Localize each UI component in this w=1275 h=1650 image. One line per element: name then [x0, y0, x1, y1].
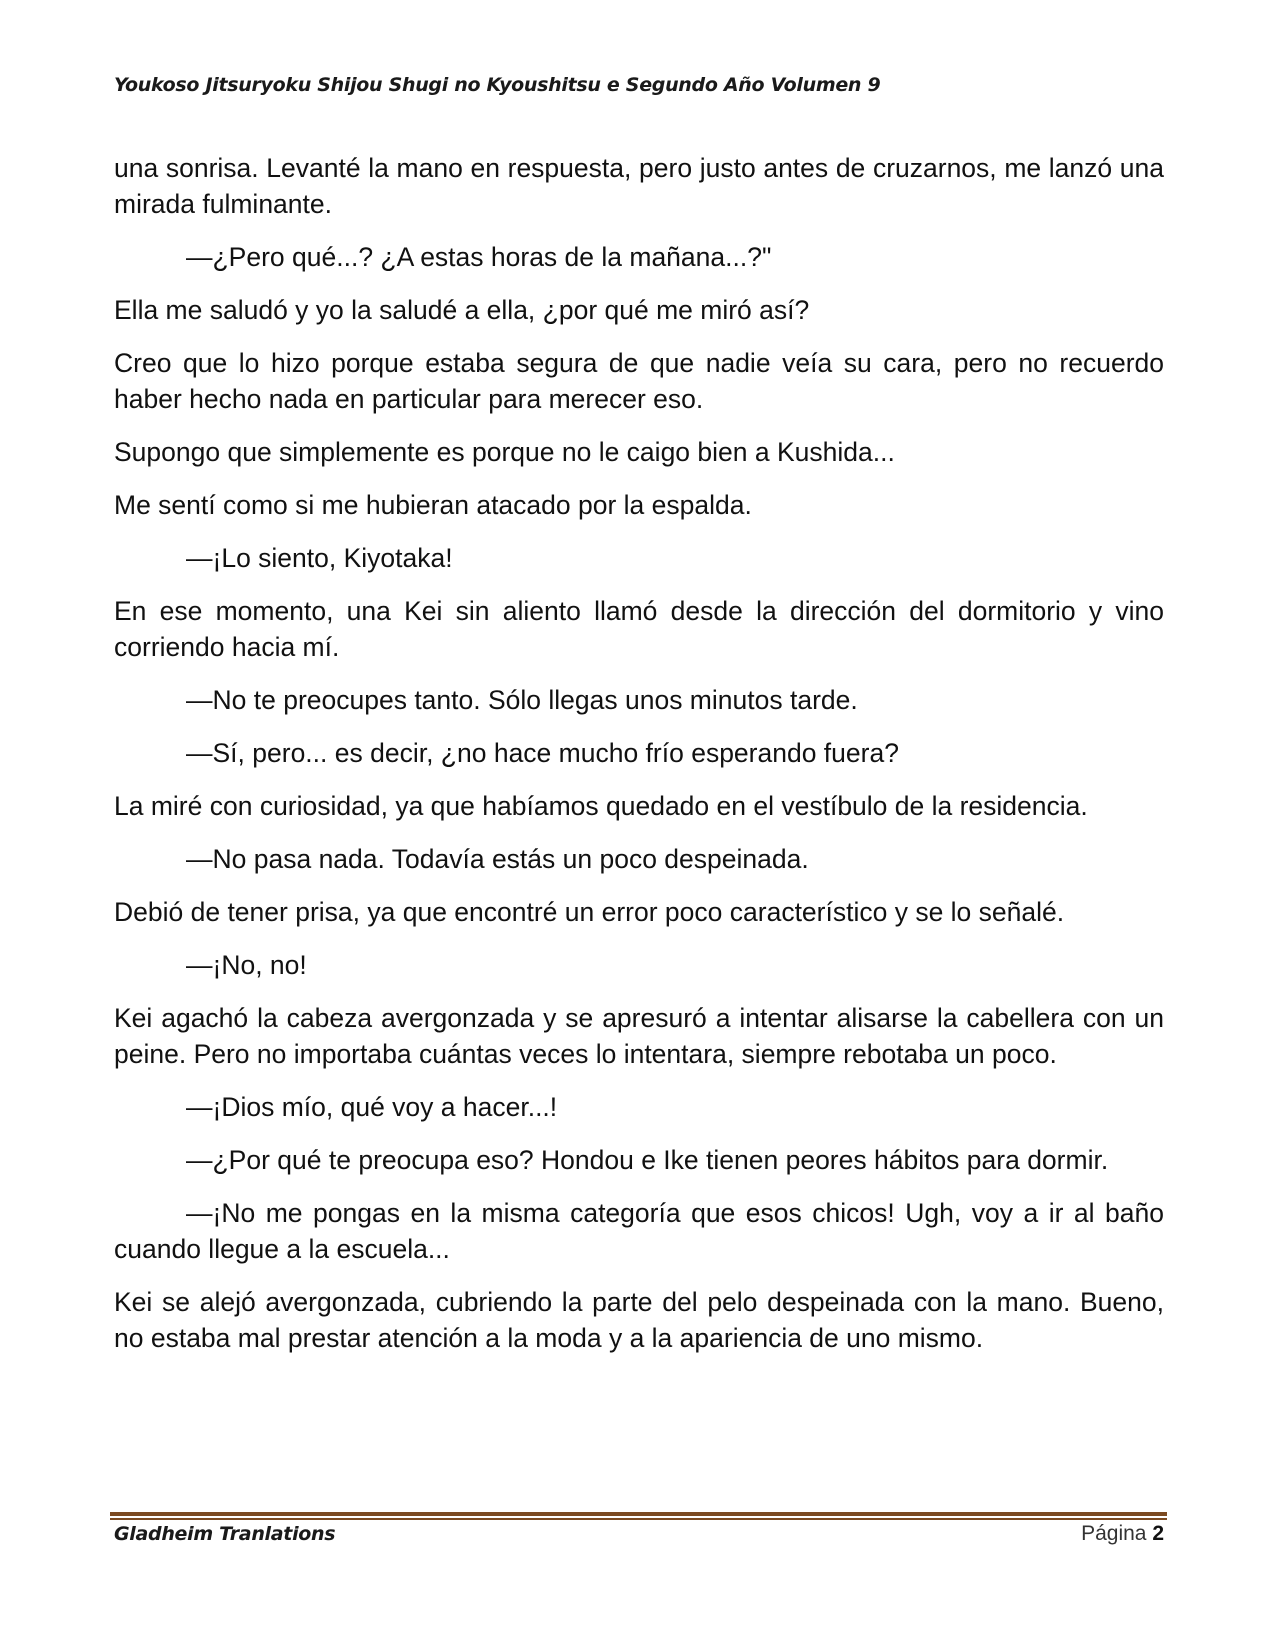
- dialogue-line: —¿Pero qué...? ¿A estas horas de la mañana...?": [186, 242, 772, 272]
- paragraph: En ese momento, una Kei sin aliento llamó desde la dirección del dormitorio y vino corriendo hacia mí.: [114, 596, 1164, 662]
- dialogue-line: —No te preocupes tanto. Sólo llegas unos minutos tarde.: [186, 685, 858, 715]
- paragraph: La miré con curiosidad, ya que habíamos quedado en el vestíbulo de la residencia.: [114, 791, 1088, 821]
- footer-divider-thin: [110, 1518, 1167, 1520]
- footer-divider: [110, 1512, 1167, 1520]
- dialogue-line: —¿Por qué te preocupa eso? Hondou e Ike tienen peores hábitos para dormir.: [186, 1145, 1109, 1175]
- footer-credit: Gladheim Tranlations: [114, 1523, 336, 1545]
- page-label: Página: [1081, 1522, 1147, 1545]
- page-number-block: [1081, 1522, 1164, 1546]
- paragraph: una sonrisa. Levanté la mano en respuesta, pero justo antes de cruzarnos, me lanzó una mirada fulminante.: [114, 153, 1164, 219]
- paragraph: Ella me saludó y yo la saludé a ella, ¿por qué me miró así?: [114, 295, 810, 325]
- page-number: 2: [1152, 1522, 1164, 1545]
- paragraph: Me sentí como si me hubieran atacado por la espalda.: [114, 490, 752, 520]
- paragraph: Debió de tener prisa, ya que encontré un error poco característico y se lo señalé.: [114, 897, 1065, 927]
- paragraph: Kei agachó la cabeza avergonzada y se apresuró a intentar alisarse la cabellera con un peine. Pero no importaba cuántas veces lo intentara, siempre rebotaba un poco.: [114, 1003, 1164, 1069]
- dialogue-line: —¡No me pongas en la misma categoría que esos chicos! Ugh, voy a ir al baño cuando llegue a la escuela...: [114, 1198, 1164, 1264]
- page-body: [114, 150, 1164, 1373]
- dialogue-line: —No pasa nada. Todavía estás un poco despeinada.: [186, 844, 809, 874]
- paragraph: Creo que lo hizo porque estaba segura de que nadie veía su cara, pero no recuerdo haber hecho nada en particular para merecer eso.: [114, 348, 1164, 414]
- paragraph: Supongo que simplemente es porque no le caigo bien a Kushida...: [114, 437, 895, 467]
- dialogue-line: —Sí, pero... es decir, ¿no hace mucho frío esperando fuera?: [186, 738, 899, 768]
- dialogue-line: —¡Lo siento, Kiyotaka!: [186, 543, 453, 573]
- paragraph: Kei se alejó avergonzada, cubriendo la parte del pelo despeinada con la mano. Bueno, no estaba mal prestar atención a la moda y a la apariencia de uno mismo.: [114, 1287, 1164, 1353]
- dialogue-line: —¡Dios mío, qué voy a hacer...!: [186, 1092, 558, 1122]
- dialogue-line: —¡No, no!: [186, 950, 307, 980]
- running-header: Youkoso Jitsuryoku Shijou Shugi no Kyoushitsu e Segundo Año Volumen 9: [114, 74, 881, 96]
